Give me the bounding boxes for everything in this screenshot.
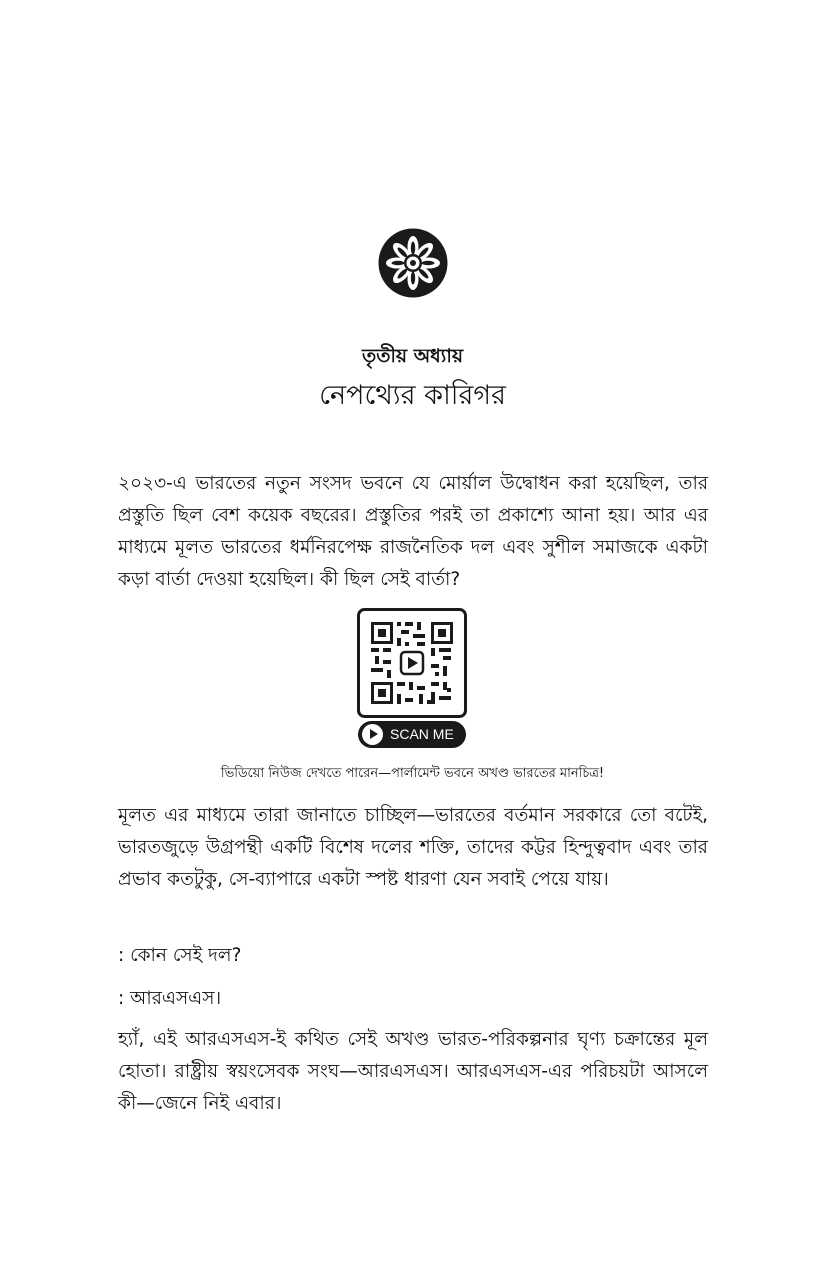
chapter-label: তৃতীয় অধ্যায় bbox=[361, 345, 464, 367]
play-icon bbox=[362, 724, 383, 745]
lotus-ornament-icon bbox=[378, 228, 448, 298]
scan-me-button[interactable] bbox=[358, 721, 466, 748]
scan-me-label: SCAN ME bbox=[390, 726, 454, 742]
qr-caption: ভিডিয়ো নিউজ দেখতে পারেন—পার্লামেন্ট ভবনে অখণ্ড ভারতের মানচিত্র! bbox=[220, 766, 605, 781]
chapter-title: নেপথ্যের কারিগর bbox=[319, 380, 506, 411]
question-line: : কোন সেই দল? bbox=[118, 945, 242, 966]
intro-paragraph: ২০২৩-এ ভারতের নতুন সংসদ ভবনে যে মোর্য়াল উদ্বোধন করা হয়েছিল, তার প্রস্তুতি ছিল বেশ কয়েক বছরের। প্রস্তুতির পরই তা প্রকাশ্যে আনা হয়। আর এর মাধ্যমে মূলত ভারতের ধর্মনিরপেক্ষ রাজনৈতিক দল এবং সুশীল সমাজকে একটা কড়া বার্তা দেওয়া হয়েছিল। কী ছিল সেই বার্তা? bbox=[118, 473, 708, 590]
qr-code[interactable] bbox=[357, 608, 467, 718]
body-paragraph: মূলত এর মাধ্যমে তারা জানাতে চাচ্ছিল—ভারতের বর্তমান সরকারে তো বটেই, ভারতজুড়ে উগ্রপন্থী একটি বিশেষ দলের শক্তি, তাদের কট্টর হিন্দুত্ববাদ এবং তার প্রভাব কতটুকু, সে-ব্যাপারে একটা স্পষ্ট ধারণা যেন সবাই পেয়ে যায়। bbox=[118, 805, 708, 890]
closing-paragraph: হ্যাঁ, এই আরএসএস-ই কথিত সেই অখণ্ড ভারত-পরিকল্পনার ঘৃণ্য চক্রান্তের মূল হোতা। রাষ্ট্রীয় স্বয়ংসেবক সংঘ—আরএসএস। আরএসএস-এর পরিচয়টা আসলে কী—জেনে নিই এবার। bbox=[118, 1029, 708, 1114]
answer-line: : আরএসএস। bbox=[118, 988, 222, 1009]
